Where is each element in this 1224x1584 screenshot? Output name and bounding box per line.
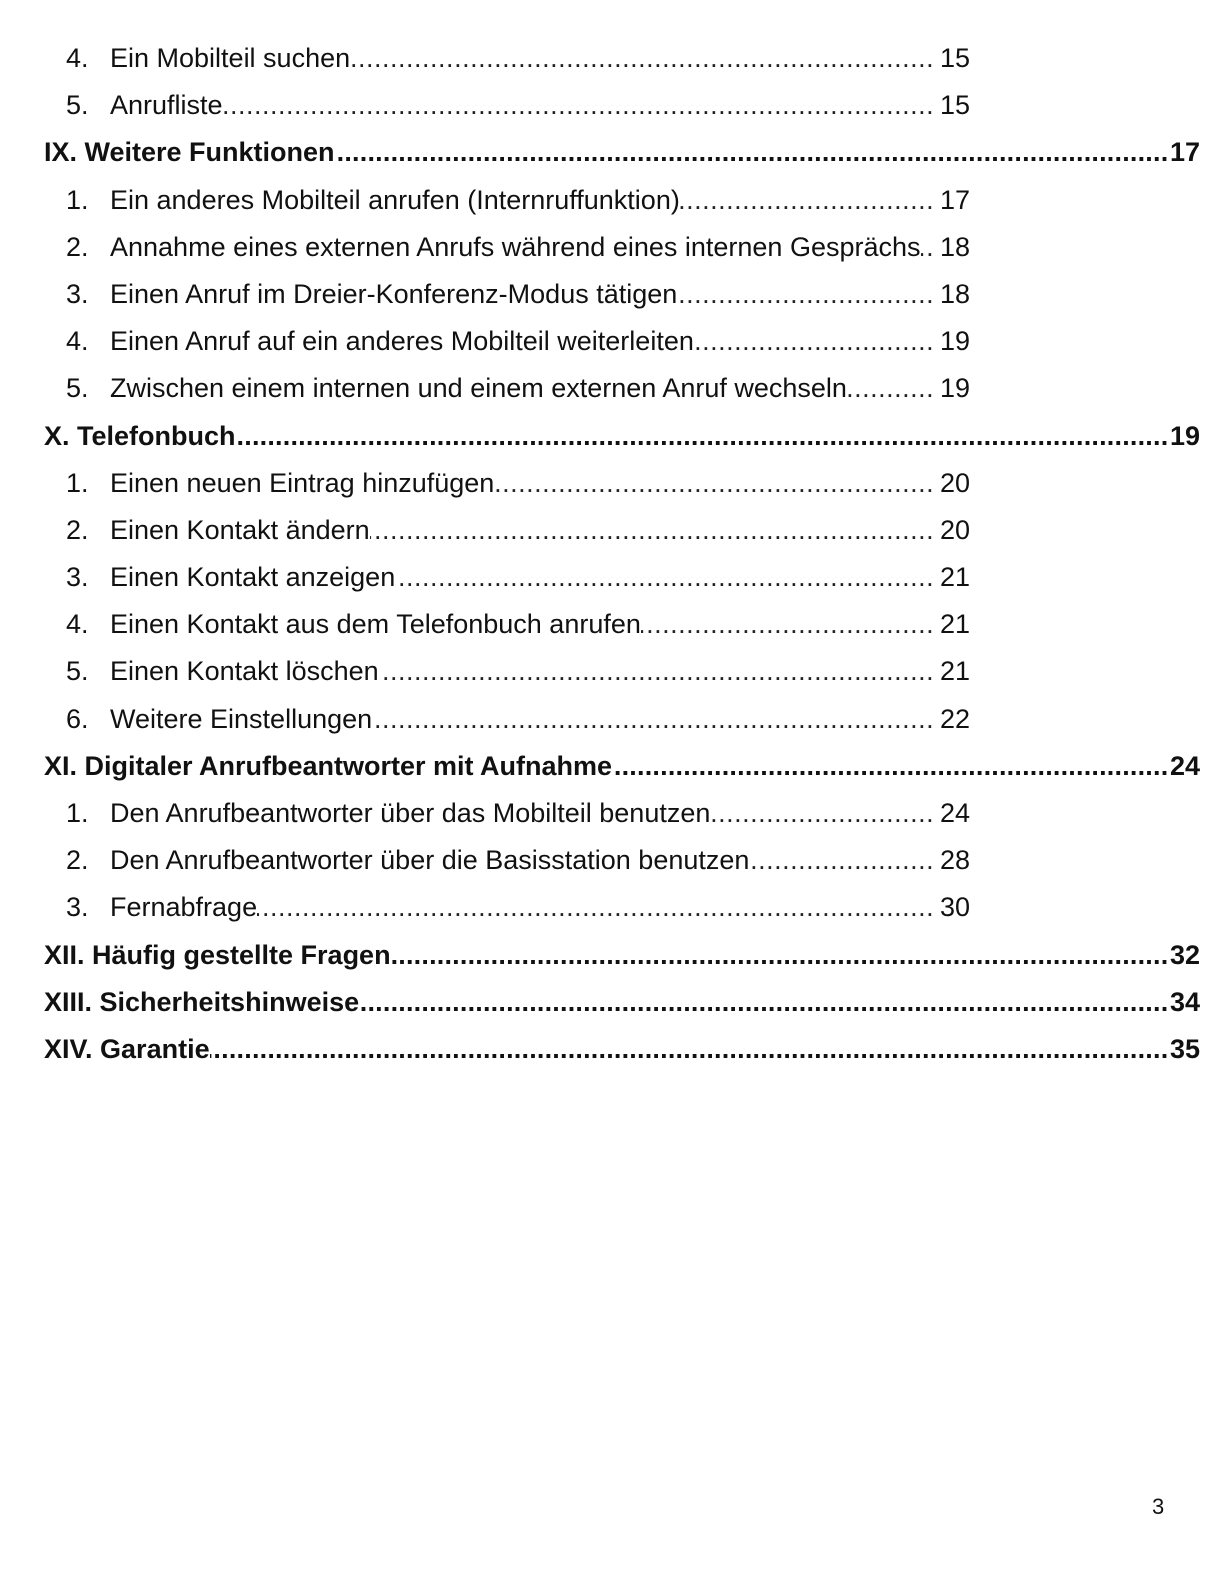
entry-title: Ein Mobilteil suchen xyxy=(110,35,350,82)
entry-title: Einen Kontakt aus dem Telefonbuch anrufen xyxy=(110,601,641,648)
toc-entry[interactable] xyxy=(0,35,1224,82)
entry-number: 3. xyxy=(66,562,89,593)
entry-title: Einen Kontakt anzeigen xyxy=(110,554,395,601)
toc-entry[interactable] xyxy=(0,790,1224,837)
toc-section-entry[interactable] xyxy=(0,1026,1224,1073)
entry-title: Einen Kontakt löschen xyxy=(110,648,379,695)
entry-number: 1. xyxy=(66,184,89,215)
dot-leader xyxy=(110,82,936,129)
entry-number: 1. xyxy=(66,467,89,498)
entry-number: 2. xyxy=(66,231,89,262)
toc-entry[interactable] xyxy=(0,696,1224,743)
toc-entry[interactable] xyxy=(0,271,1224,318)
toc-entry[interactable] xyxy=(0,884,1224,931)
entry-page: 18 xyxy=(938,271,970,318)
entry-number: 2. xyxy=(66,514,89,545)
entry-title: Einen Kontakt ändern xyxy=(110,507,370,554)
toc-entry[interactable] xyxy=(0,318,1224,365)
entry-page: 17 xyxy=(938,177,970,224)
entry-title: Den Anrufbeantworter über die Basisstation benutzen xyxy=(110,837,749,884)
entry-number: 4. xyxy=(66,326,89,357)
section-page: 24 xyxy=(1170,743,1200,790)
entry-page: 28 xyxy=(938,837,970,884)
toc-section-entry[interactable] xyxy=(0,932,1224,979)
toc-entry[interactable] xyxy=(0,837,1224,884)
table-of-contents xyxy=(0,35,1224,1073)
toc-section-entry[interactable] xyxy=(0,743,1224,790)
entry-page: 21 xyxy=(938,601,970,648)
toc-section-entry[interactable] xyxy=(0,413,1224,460)
section-page: 34 xyxy=(1170,979,1200,1026)
section-page: 17 xyxy=(1170,129,1200,176)
toc-entry[interactable] xyxy=(0,177,1224,224)
toc-section-entry[interactable] xyxy=(0,979,1224,1026)
entry-number: 6. xyxy=(66,703,89,734)
toc-entry[interactable] xyxy=(0,554,1224,601)
entry-title: Einen Anruf im Dreier-Konferenz-Modus tätigen xyxy=(110,271,677,318)
entry-number: 5. xyxy=(66,90,89,121)
section-page: 32 xyxy=(1170,932,1200,979)
toc-entry[interactable] xyxy=(0,507,1224,554)
entry-title: Weitere Einstellungen xyxy=(110,696,372,743)
entry-title: Zwischen einem internen und einem externen Anruf wechseln xyxy=(110,365,847,412)
toc-entry[interactable] xyxy=(0,460,1224,507)
section-title: XII. Häufig gestellte Fragen xyxy=(44,932,391,979)
toc-entry[interactable] xyxy=(0,365,1224,412)
entry-page: 20 xyxy=(938,507,970,554)
entry-title: Anrufliste xyxy=(110,82,223,129)
toc-entry[interactable] xyxy=(0,601,1224,648)
entry-number: 5. xyxy=(66,373,89,404)
entry-number: 4. xyxy=(66,609,89,640)
entry-number: 5. xyxy=(66,656,89,687)
entry-page: 30 xyxy=(938,884,970,931)
toc-entry[interactable] xyxy=(0,82,1224,129)
entry-title: Ein anderes Mobilteil anrufen (Internruffunktion) xyxy=(110,177,680,224)
toc-entry[interactable] xyxy=(0,648,1224,695)
entry-title: Einen Anruf auf ein anderes Mobilteil weiterleiten xyxy=(110,318,694,365)
entry-title: Annahme eines externen Anrufs während eines internen Gesprächs xyxy=(110,224,921,271)
entry-number: 3. xyxy=(66,892,89,923)
entry-title: Den Anrufbeantworter über das Mobilteil benutzen xyxy=(110,790,710,837)
entry-page: 21 xyxy=(938,554,970,601)
entry-title: Einen neuen Eintrag hinzufügen xyxy=(110,460,494,507)
entry-page: 19 xyxy=(938,318,970,365)
page-number: 3 xyxy=(1152,1494,1165,1519)
section-page: 35 xyxy=(1170,1026,1200,1073)
section-title: X. Telefonbuch xyxy=(44,413,236,460)
entry-page: 18 xyxy=(938,224,970,271)
entry-page: 20 xyxy=(938,460,970,507)
toc-section-entry[interactable] xyxy=(0,129,1224,176)
entry-number: 1. xyxy=(66,798,89,828)
section-title: XI. Digitaler Anrufbeantworter mit Aufnahme xyxy=(44,743,612,790)
section-title: IX. Weitere Funktionen xyxy=(44,129,335,176)
entry-number: 4. xyxy=(66,43,89,73)
dot-leader xyxy=(44,1026,1170,1073)
entry-number: 2. xyxy=(66,845,89,876)
entry-number: 3. xyxy=(66,278,89,309)
entry-page: 19 xyxy=(938,365,970,412)
entry-title: Fernabfrage xyxy=(110,884,257,931)
toc-entry[interactable] xyxy=(0,224,1224,271)
section-title: XIV. Garantie xyxy=(44,1026,210,1073)
section-title: XIII. Sicherheitshinweise xyxy=(44,979,359,1026)
section-page: 19 xyxy=(1170,413,1200,460)
entry-page: 15 xyxy=(938,82,970,129)
entry-page: 22 xyxy=(938,696,970,743)
entry-page: 15 xyxy=(938,35,970,82)
entry-page: 21 xyxy=(938,648,970,695)
entry-page: 24 xyxy=(938,790,970,837)
